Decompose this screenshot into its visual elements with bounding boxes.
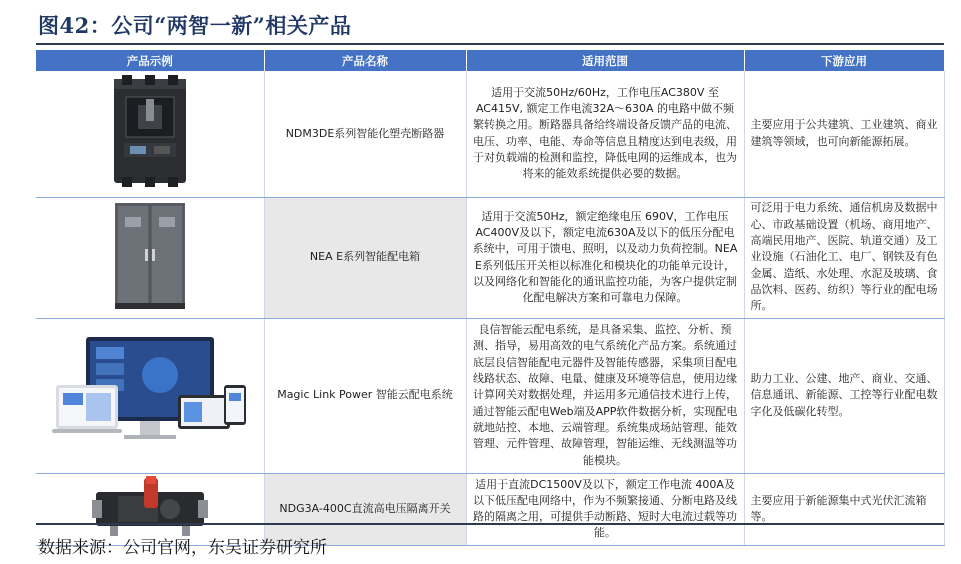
product-table <box>36 50 945 546</box>
product-downstream: 助力工业、公建、地产、商业、交通、信息通讯、新能源、工控等行业配电数字化及低碳化转型。 <box>744 318 944 473</box>
circuit-breaker-image <box>100 75 200 187</box>
product-scope: 适用于交流50Hz，额定绝缘电压 690V，工作电压AC400V及以下，额定电流630A及以下的低压分配电系统中，可用于馈电、照明，以及动力负荷控制。NEA E系列低压开关柜以标准化和模块化的功能单元设计，以及网络化和智能化的通讯监控功能，为客户提供定制化配电解决方案和可靠电力保障。 <box>466 197 744 318</box>
product-image-cell <box>36 197 264 318</box>
product-image-cell <box>36 71 264 197</box>
product-image-cell <box>36 318 264 473</box>
product-name: NDG3A-400C直流高电压隔离开关 <box>264 473 466 545</box>
table-row <box>36 71 944 197</box>
product-scope: 适用于直流DC1500V及以下，额定工作电流 400A及以下低压配电网络中，作为不频繁接通、分断电路及线路的隔离之用，可提供手动断路、短时大电流过载等功能。 <box>466 473 744 545</box>
product-downstream: 主要应用于公共建筑、工业建筑、商业建筑等领域，也可向新能源拓展。 <box>744 71 944 197</box>
distribution-cabinet-image <box>105 199 195 311</box>
column-header-name: 产品名称 <box>264 50 466 71</box>
table-row <box>36 318 944 473</box>
product-scope: 适用于交流50Hz/60Hz，工作电压AC380V 至AC415V, 额定工作电流32A～630A 的电路中做不频繁转换之用。断路器具备给终端设备反馈产品的电流、电压、功率、电能、寿命等信息且精度达到电表级，用于对负载端的检测和监控，降低电网的运维成本，也为将来的能效系统提供必要的数据。 <box>466 71 744 197</box>
column-header-scope: 适用范围 <box>466 50 744 71</box>
column-header-example: 产品示例 <box>36 50 264 71</box>
product-downstream: 可泛用于电力系统、通信机房及数据中心、市政基础设置（机场、商用地产、高端民用地产、医院、轨道交通）及工业设施（石油化工、电厂、钢铁及有色金属、造纸、水处理、水泥及玻璃、食品饮料、医药、纺织）等行业的配电场所。 <box>744 197 944 318</box>
figure-title: 图42：公司“两智一新”相关产品 <box>38 13 352 38</box>
product-scope: 良信智能云配电系统，是具备采集、监控、分析、预测、指导，易用高效的电气系统化产品方案。系统通过底层良信智能配电元器件及智能传感器，采集项目配电线路状态、故障、电量、健康及环境等信息，使用边缘计算网关对数据处理，并运用多元通信技术进行上传，通过智能云配电Web端及APP软件数据分析，实现配电就地站控、本地、云端管理。系统集成场站管理、能效管理、元件管理、故障管理，智能运维、无线测温等功能模块。 <box>466 318 744 473</box>
bottom-divider <box>36 523 944 525</box>
cloud-system-devices-image <box>50 323 250 463</box>
isolating-switch-image <box>90 474 210 540</box>
top-divider <box>36 43 944 45</box>
table-row <box>36 197 944 318</box>
product-name: Magic Link Power 智能云配电系统 <box>264 318 466 473</box>
table-header-row <box>36 50 944 71</box>
product-downstream: 主要应用于新能源集中式光伏汇流箱等。 <box>744 473 944 545</box>
product-name: NDM3DE系列智能化塑壳断路器 <box>264 71 466 197</box>
data-source-note: 数据来源：公司官网，东吴证券研究所 <box>38 538 327 558</box>
product-name: NEA E系列智能配电箱 <box>264 197 466 318</box>
column-header-downstream: 下游应用 <box>744 50 944 71</box>
